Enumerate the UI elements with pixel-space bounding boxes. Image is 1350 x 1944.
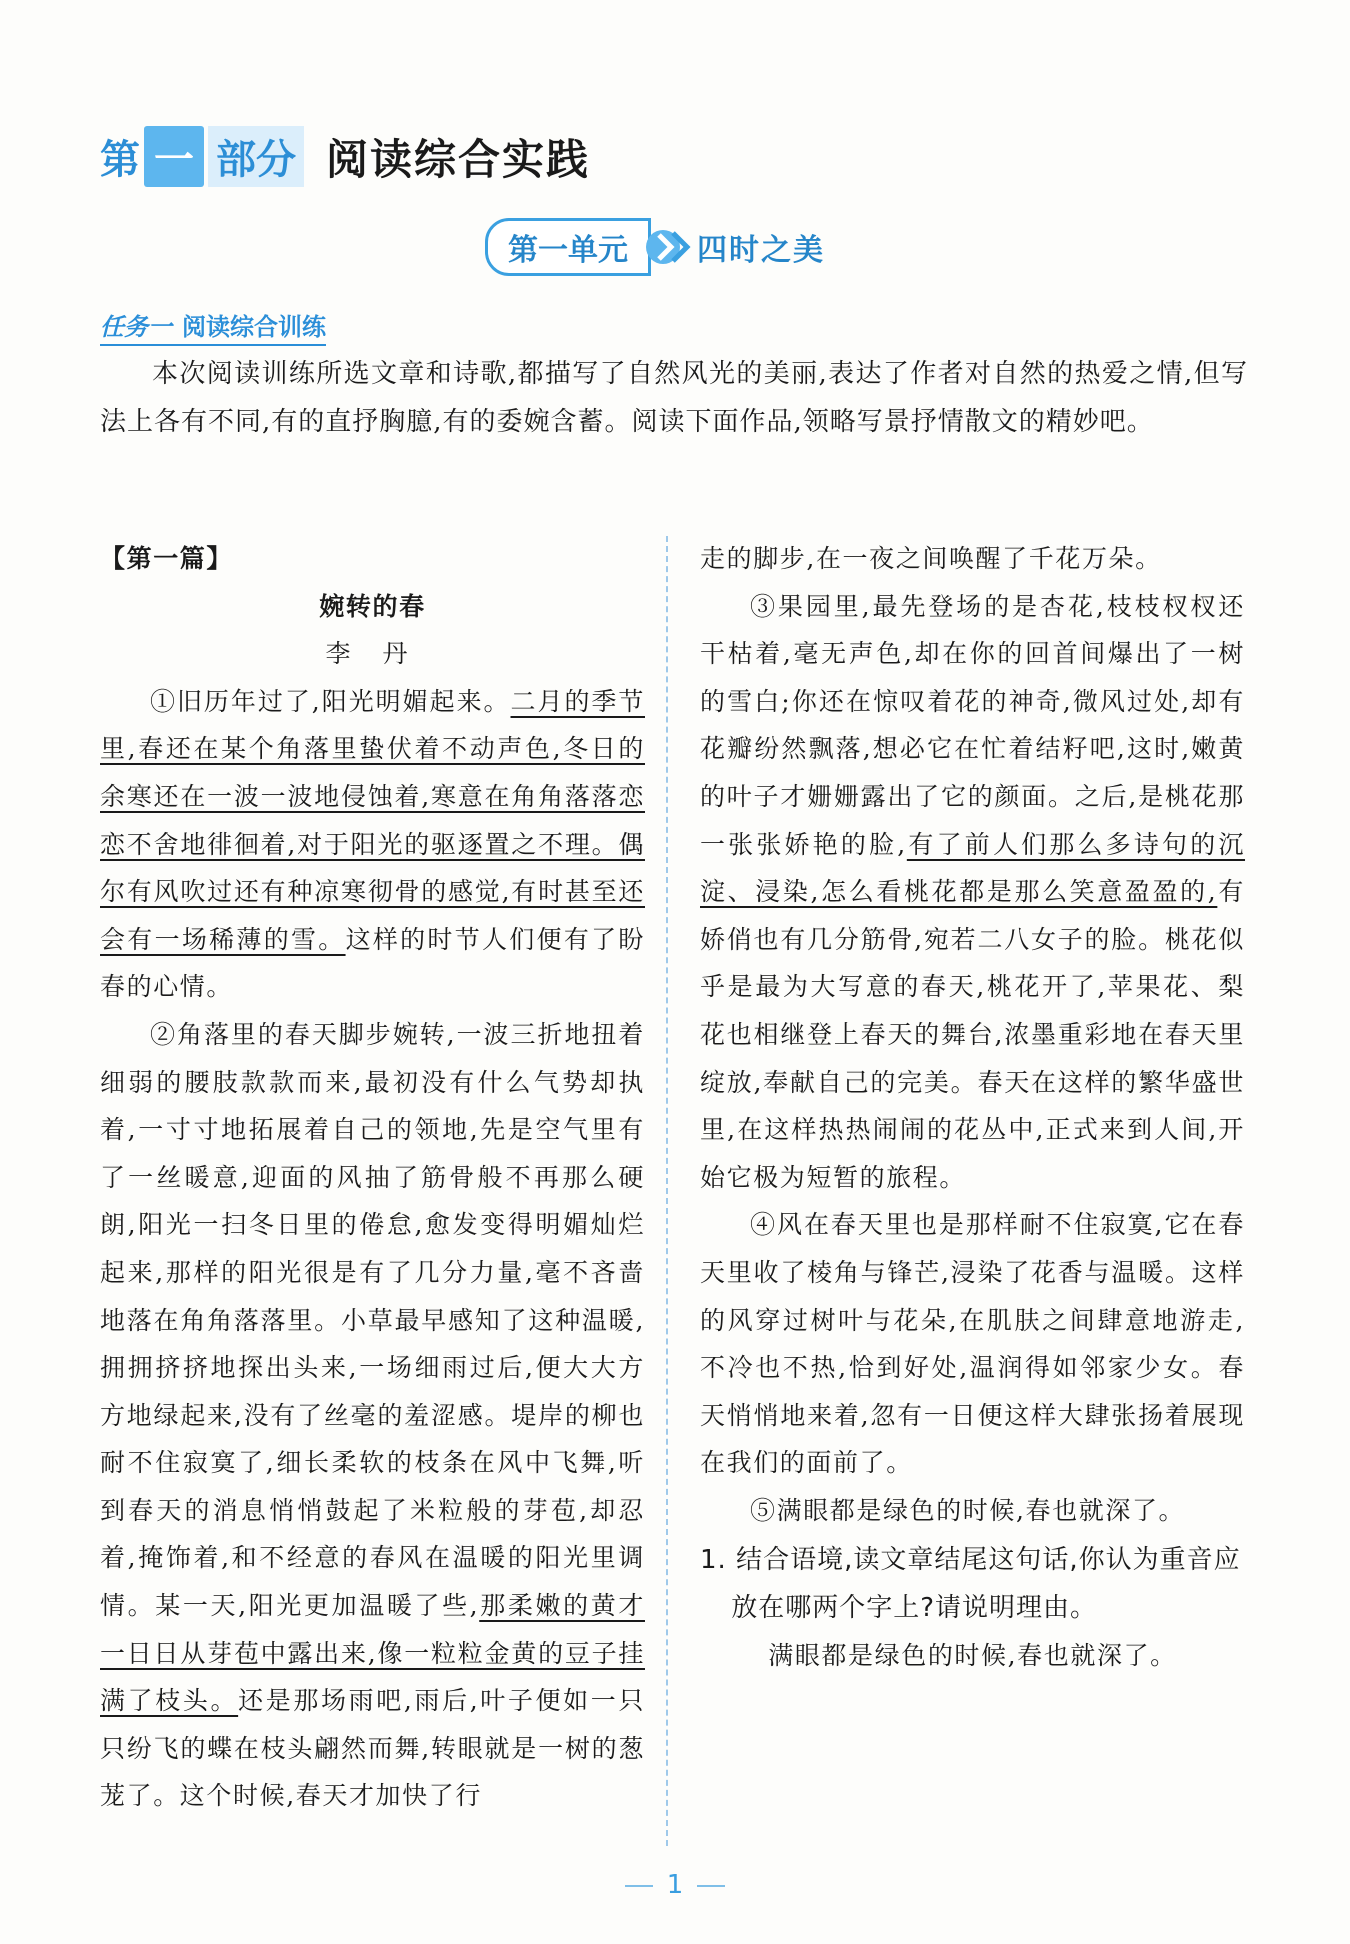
underlined-passage: 那柔嫩的黄才一日日从芽苞中露出来,像一粒粒金黄的豆子挂满了枝头。 bbox=[100, 1591, 645, 1716]
unit-theme: 四时之美 bbox=[697, 233, 825, 268]
paragraph-1-text: 这样的时节人们便有了盼春的心情。 bbox=[100, 924, 645, 1002]
part-header bbox=[100, 126, 590, 187]
chevron-right-icon bbox=[645, 224, 691, 270]
paragraph-2-text: 还是那场雨吧,雨后,叶子便如一只只纷飞的蝶在枝头翩然而舞,转眼就是一树的葱茏了。这个时候,春天才加快了行 bbox=[100, 1686, 645, 1811]
paragraph-3 bbox=[700, 583, 1245, 1202]
unit-label: 第一单元 bbox=[485, 218, 651, 276]
essay-title: 婉转的春 bbox=[319, 591, 426, 621]
right-column bbox=[700, 535, 1245, 1680]
page-number bbox=[0, 1870, 1350, 1900]
page-number-dash bbox=[625, 1885, 653, 1887]
section-label: 【第一篇】 bbox=[100, 544, 234, 573]
unit-banner bbox=[485, 218, 825, 276]
task-name: 阅读综合训练 bbox=[182, 313, 326, 341]
part-suffix: 部分 bbox=[208, 126, 304, 187]
task-label: 任务一 bbox=[100, 313, 172, 341]
left-column bbox=[100, 535, 645, 1820]
essay-author: 李 丹 bbox=[325, 639, 420, 669]
paragraph-2-text: ②角落里的春天脚步婉转,一波三折地扭着细弱的腰肢款款而来,最初没有什么气势却执着,一寸寸地拓展着自己的领地,先是空气里有了一丝暖意,迎面的风抽了筋骨般不再那么硬朗,阳光一扫冬日里的倦怠,愈发变得明媚灿烂起来,那样的阳光很是有了几分力量,毫不吝啬地落在角角落落里。小草最早感知了这种温暖,拥拥挤挤地探出头来,一场细雨过后,便大大方方地绿起来,没有了丝毫的羞涩感。堤岸的柳也耐不住寂寞了,细长柔软的枝条在风中飞舞,听到春天的消息悄悄鼓起了米粒般的芽苞,却忍着,掩饰着,和不经意的春风在温暖的阳光里调情。某一天,阳光更加温暖了些, bbox=[100, 1019, 645, 1621]
column-divider bbox=[666, 536, 668, 1846]
paragraph-1-text: ①旧历年过了,阳光明媚起来。 bbox=[150, 686, 511, 716]
part-title: 阅读综合实践 bbox=[326, 134, 591, 184]
paragraph-3-text: 有娇俏也有几分筋骨,宛若二八女子的脸。桃花似乎是最为大写意的春天,桃花开了,苹果花、梨花也相继登上春天的舞台,浓墨重彩地在春天里绽放,奉献自己的完美。春天在这样的繁华盛世里,在这样热热闹闹的花丛中,正式来到人间,开始它极为短暂的旅程。 bbox=[700, 877, 1245, 1192]
part-number-badge: 一 bbox=[144, 126, 204, 187]
paragraph-2-continued: 走的脚步,在一夜之间唤醒了千花万朵。 bbox=[700, 544, 1162, 573]
underlined-passage: 有了前人们那么多诗句的沉淀、浸染,怎么看桃花都是那么笑意盈盈的, bbox=[700, 829, 1246, 907]
paragraph-2 bbox=[100, 1011, 645, 1820]
page-number-value: 1 bbox=[666, 1870, 684, 1900]
paragraph-4: ④风在春天里也是那样耐不住寂寞,它在春天里收了棱角与锋芒,浸染了花香与温暖。这样的风穿过树叶与花朵,在肌肤之间肆意地游走,不冷也不热,恰到好处,温润得如邻家少女。春天悄悄地来着,忽有一日便这样大肆张扬着展现在我们的面前了。 bbox=[700, 1210, 1245, 1478]
paragraph-1 bbox=[100, 678, 645, 1011]
question-text: 1. 结合语境,读文章结尾这句话,你认为重音应放在哪两个字上?请说明理由。 bbox=[700, 1545, 1241, 1624]
part-prefix: 第 bbox=[100, 137, 140, 183]
paragraph-3-text: ③果园里,最先登场的是杏花,枝枝杈杈还干枯着,毫无声色,却在你的回首间爆出了一树的雪白;你还在惊叹着花的神奇,微风过处,却有花瓣纷然飘落,想必它在忙着结籽吧,这时,嫩黄的叶子才姗姗露出了它的颜面。之后,是桃花那一张张娇艳的脸, bbox=[700, 591, 1245, 859]
paragraph-5: ⑤满眼都是绿色的时候,春也就深了。 bbox=[750, 1495, 1186, 1525]
page-number-dash bbox=[697, 1885, 725, 1887]
intro-paragraph: 本次阅读训练所选文章和诗歌,都描写了自然风光的美丽,表达了作者对自然的热爱之情,但写法上各有不同,有的直抒胸臆,有的委婉含蓄。阅读下面作品,领略写景抒情散文的精妙吧。 bbox=[100, 359, 1248, 437]
question-quote: 满眼都是绿色的时候,春也就深了。 bbox=[768, 1641, 1177, 1671]
underlined-passage: 二月的季节里,春还在某个角落里蛰伏着不动声色,冬日的余寒还在一波一波地侵蚀着,寒意在角角落落恋恋不舍地徘徊着,对于阳光的驱逐置之不理。偶尔有风吹过还有种凉寒彻骨的感觉,有时甚至还会有一场稀薄的雪。 bbox=[100, 686, 645, 954]
question-1 bbox=[700, 1536, 1245, 1680]
task-header bbox=[100, 307, 326, 346]
